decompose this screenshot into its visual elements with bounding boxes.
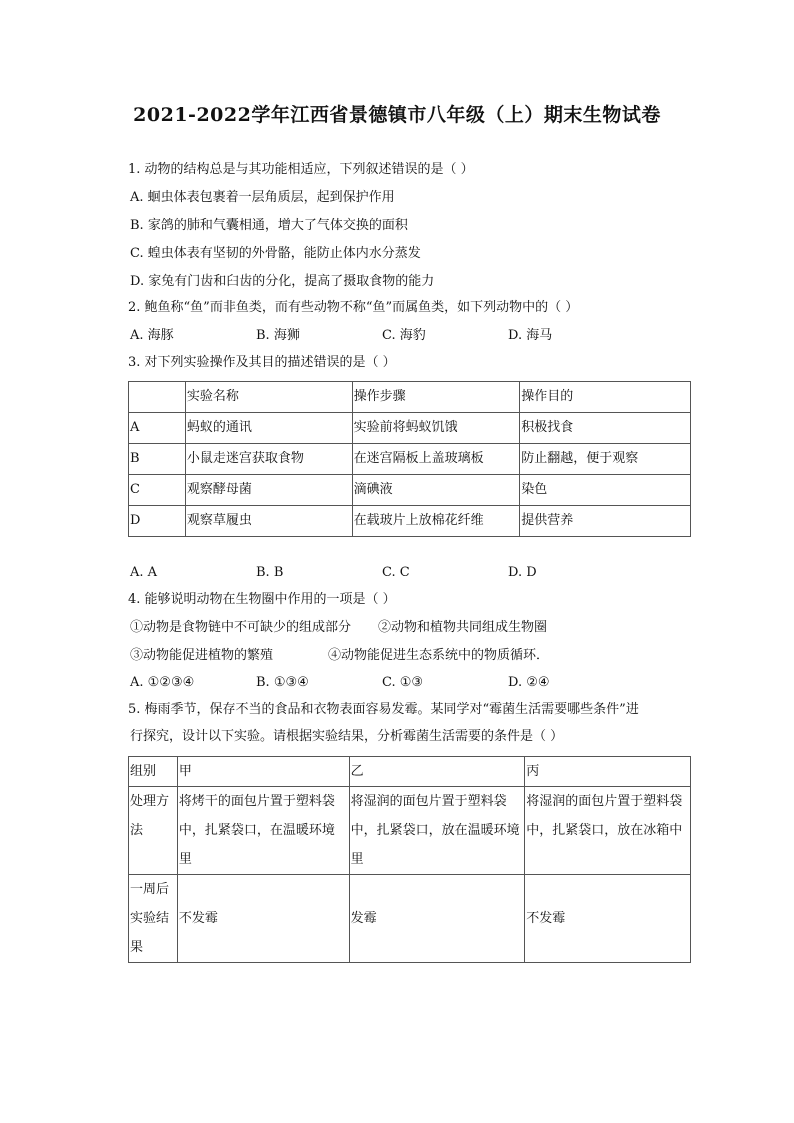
table-row — [129, 382, 691, 413]
q4-statement-4: ④动物能促进生态系统中的物质循环． — [328, 648, 550, 663]
table-cell: 将烤干的面包片置于塑料袋中，扎紧袋口，在温暖环境里 — [177, 787, 349, 875]
q2-option-d: D. 海马 — [508, 328, 553, 343]
table-cell: 提供营养 — [520, 506, 691, 537]
q4-stem: 4. 能够说明动物在生物圈中作用的一项是（ ） — [128, 592, 396, 607]
table-header: 甲 — [177, 757, 349, 787]
table-cell: A — [129, 413, 186, 444]
q1-option-b: B. 家鸽的肺和气囊相通，增大了气体交换的面积 — [130, 218, 408, 233]
q2-option-c: C. 海豹 — [382, 328, 426, 343]
table-cell: 一周后实验结果 — [129, 875, 178, 963]
q5-stem-line-2: 行探究，设计以下实验。请根据实验结果，分析霉菌生活需要的条件是（ ） — [130, 729, 564, 744]
table-header: 实验名称 — [185, 382, 352, 413]
table-row — [129, 757, 691, 787]
q1-option-c: C. 蝗虫体表有坚韧的外骨骼，能防止体内水分蒸发 — [130, 246, 421, 261]
table-cell: 在迷宫隔板上盖玻璃板 — [352, 444, 520, 475]
q3-option-b: B. B — [256, 565, 284, 580]
q2-option-b: B. 海狮 — [256, 328, 300, 343]
table-cell: 将湿润的面包片置于塑料袋中，扎紧袋口，放在冰箱中 — [525, 787, 691, 875]
table-header: 操作目的 — [520, 382, 691, 413]
q4-option-d: D. ②④ — [508, 675, 550, 690]
q2-option-a: A. 海豚 — [130, 328, 174, 343]
q1-option-a: A. 蛔虫体表包裹着一层角质层，起到保护作用 — [130, 190, 395, 205]
q3-stem: 3. 对下列实验操作及其目的描述错误的是（ ） — [128, 355, 396, 370]
q4-statement-2: ②动物和植物共同组成生物圈 — [378, 620, 548, 635]
table-row — [129, 444, 691, 475]
table-cell: 小鼠走迷宫获取食物 — [185, 444, 352, 475]
table-row — [129, 787, 691, 875]
table-row — [129, 506, 691, 537]
q3-option-a: A. A — [130, 565, 158, 580]
q3-option-d: D. D — [508, 565, 537, 580]
table-row — [129, 475, 691, 506]
q5-stem-line-1: 5. 梅雨季节，保存不当的食品和衣物表面容易发霉。某同学对“霉菌生活需要哪些条件”进 — [128, 702, 639, 717]
table-header: 乙 — [349, 757, 525, 787]
q4-option-a: A. ①②③④ — [130, 675, 195, 690]
table-row — [129, 875, 691, 963]
q3-option-c: C. C — [382, 565, 410, 580]
table-cell: C — [129, 475, 186, 506]
q5-table — [128, 756, 691, 963]
table-cell: 不发霉 — [525, 875, 691, 963]
table-cell: 实验前将蚂蚁饥饿 — [352, 413, 520, 444]
table-cell: 在载玻片上放棉花纤维 — [352, 506, 520, 537]
table-cell: 观察草履虫 — [185, 506, 352, 537]
table-header: 操作步骤 — [352, 382, 520, 413]
exam-title: 2021-2022学年江西省景德镇市八年级（上）期末生物试卷 — [133, 104, 661, 126]
table-header: 丙 — [525, 757, 691, 787]
table-cell: D — [129, 506, 186, 537]
q1-stem: 1. 动物的结构总是与其功能相适应，下列叙述错误的是（ ） — [128, 162, 474, 177]
q4-statement-1: ①动物是食物链中不可缺少的组成部分 — [130, 620, 352, 635]
q4-option-c: C. ①③ — [382, 675, 424, 690]
table-cell: 蚂蚁的通讯 — [185, 413, 352, 444]
table-cell: 发霉 — [349, 875, 525, 963]
q2-stem: 2. 鲍鱼称“鱼”而非鱼类，而有些动物不称“鱼”而属鱼类，如下列动物中的（ ） — [128, 300, 579, 315]
table-cell: 不发霉 — [177, 875, 349, 963]
table-cell: 染色 — [520, 475, 691, 506]
table-cell: 将湿润的面包片置于塑料袋中，扎紧袋口，放在温暖环境里 — [349, 787, 525, 875]
table-header: 组别 — [129, 757, 178, 787]
q3-table — [128, 381, 691, 537]
table-cell: 防止翻越，便于观察 — [520, 444, 691, 475]
table-cell: 滴碘液 — [352, 475, 520, 506]
table-cell: 观察酵母菌 — [185, 475, 352, 506]
q1-option-d: D. 家兔有门齿和臼齿的分化，提高了摄取食物的能力 — [130, 274, 435, 289]
table-row — [129, 413, 691, 444]
table-cell: B — [129, 444, 186, 475]
q4-statement-3: ③动物能促进植物的繁殖 — [130, 648, 274, 663]
q4-option-b: B. ①③④ — [256, 675, 309, 690]
table-cell: 积极找食 — [520, 413, 691, 444]
table-cell: 处理方法 — [129, 787, 178, 875]
table-cell — [129, 382, 186, 413]
